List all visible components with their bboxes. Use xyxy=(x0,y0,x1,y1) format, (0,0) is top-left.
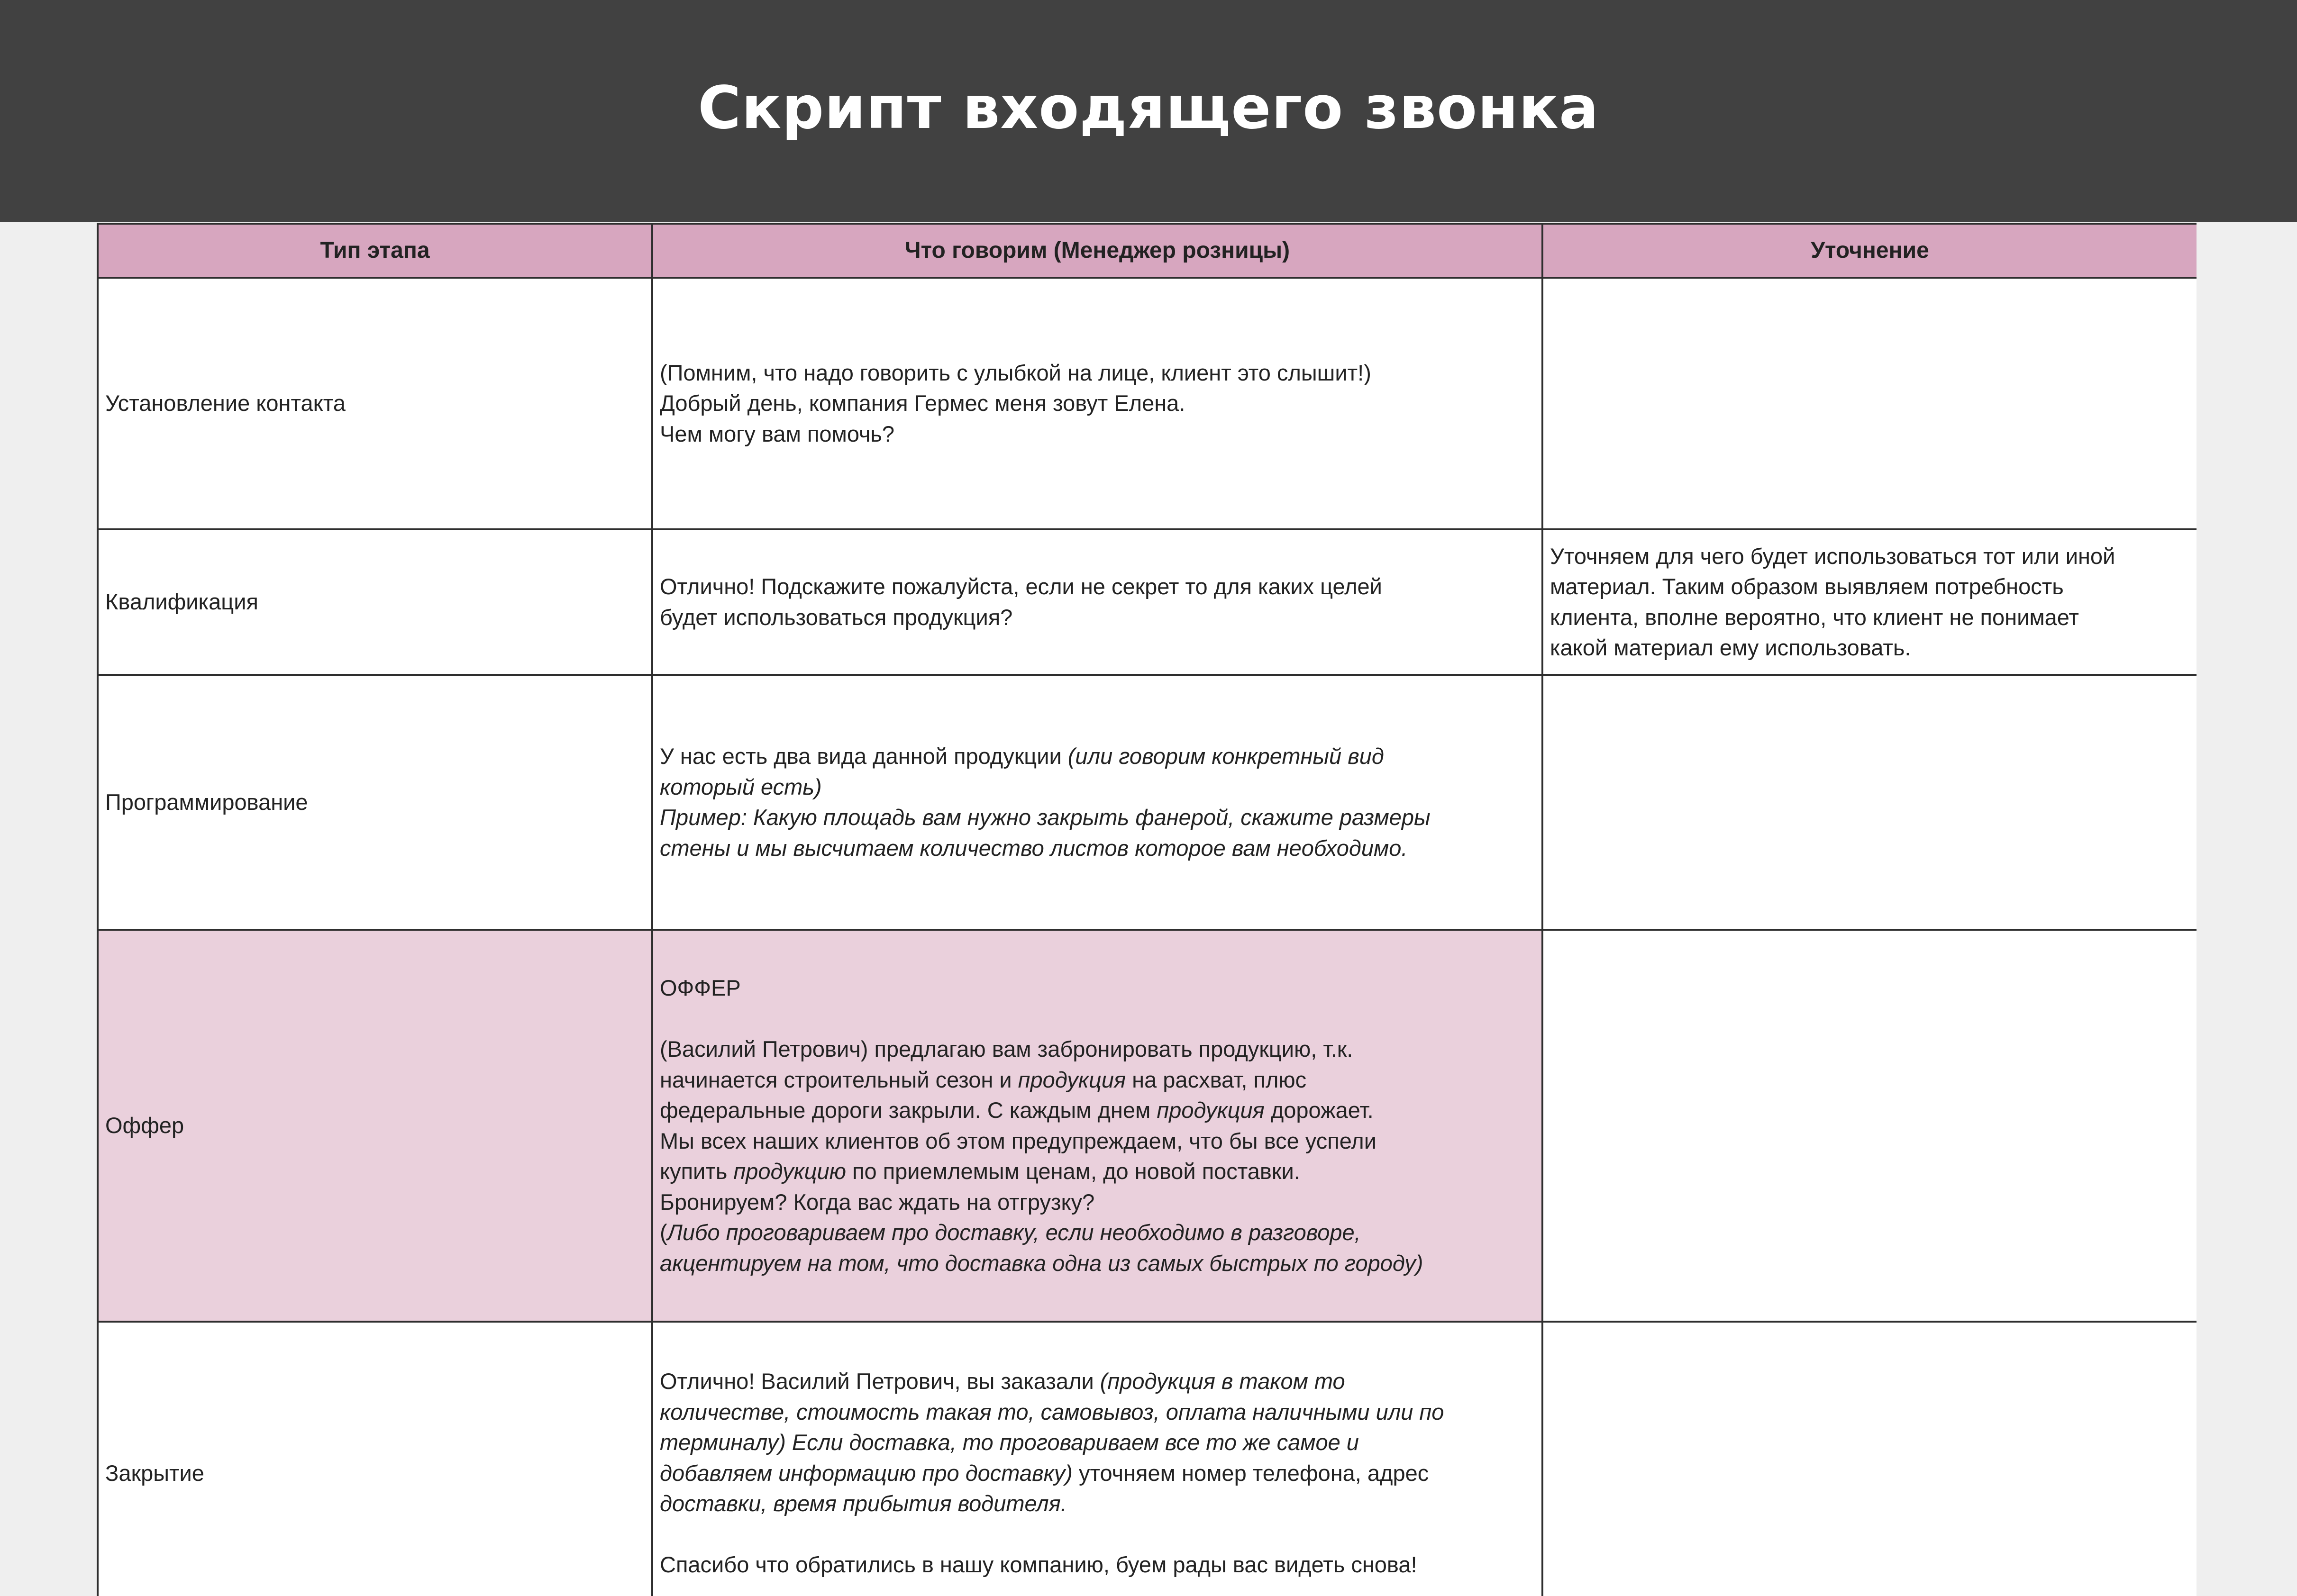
page-title: Скрипт входящего звонка xyxy=(698,74,1599,142)
script-line: акцентируем на том, что доставка одна из самых быстрых по городу) xyxy=(660,1250,1423,1276)
column-header-script: Что говорим (Менеджер розницы) xyxy=(652,224,1542,278)
script-line: Добрый день, компания Гермес меня зовут Елена. xyxy=(660,390,1185,416)
script-line: Мы всех наших клиентов об этом предупреждаем, что бы все успели xyxy=(660,1128,1376,1153)
note-line: клиента, вполне вероятно, что клиент не понимает xyxy=(1550,604,2079,630)
script-text-italic: добавляем информацию про доставку) xyxy=(660,1460,1073,1486)
script-line xyxy=(660,741,1535,772)
script-line: стены и мы высчитаем количество листов которое вам необходимо. xyxy=(660,835,1408,861)
title-bar xyxy=(0,0,2297,222)
script-line: количестве, стоимость такая то, самовывоз, оплата наличными или по xyxy=(660,1399,1444,1424)
script-line xyxy=(660,1095,1535,1126)
script-text-italic: (продукция в таком то xyxy=(1100,1369,1345,1394)
script-line: доставки, время прибытия водителя. xyxy=(660,1491,1067,1516)
table-row-closing xyxy=(98,1322,2197,1596)
script-line: (Василий Петрович) предлагаю вам забронировать продукцию, т.к. xyxy=(660,1036,1353,1061)
script-text-italic: продукция xyxy=(1018,1067,1126,1092)
stage-cell: Закрытие xyxy=(98,1322,652,1596)
script-text-italic: Либо проговариваем про доставку, если необходимо в разговоре, xyxy=(667,1220,1361,1245)
script-text: на расхват, плюс xyxy=(1126,1067,1307,1092)
note-cell xyxy=(1542,1322,2197,1596)
script-line: (Помним, что надо говорить с улыбкой на лице, клиент это слышит!) xyxy=(660,360,1371,385)
script-text: дорожает. xyxy=(1264,1097,1374,1123)
script-text: ( xyxy=(660,1220,667,1245)
script-text: уточняем номер телефона, адрес xyxy=(1072,1460,1429,1486)
script-text-italic: продукция xyxy=(1157,1097,1265,1123)
table-row-qualification xyxy=(98,529,2197,675)
script-line: Спасибо что обратились в нашу компанию, буем рады вас видеть снова! xyxy=(660,1552,1417,1578)
script-cell xyxy=(652,278,1542,529)
note-cell xyxy=(1542,930,2197,1322)
script-line xyxy=(660,1156,1535,1187)
script-cell xyxy=(652,529,1542,675)
script-text-italic: (или говорим конкретный вид xyxy=(1067,744,1384,769)
script-text: У нас есть два вида данной продукции xyxy=(660,744,1068,769)
script-sheet xyxy=(97,223,2197,1596)
script-cell xyxy=(652,930,1542,1322)
script-text: купить xyxy=(660,1159,734,1184)
script-cell xyxy=(652,1322,1542,1596)
column-header-stage: Тип этапа xyxy=(98,224,652,278)
script-text: начинается строительный сезон и xyxy=(660,1067,1018,1092)
script-line xyxy=(660,1217,1535,1248)
table-row-programming xyxy=(98,675,2197,930)
column-header-note: Уточнение xyxy=(1542,224,2197,278)
table-row-contact xyxy=(98,278,2197,529)
script-line: Чем могу вам помочь? xyxy=(660,421,895,446)
script-text: по приемлемым ценам, до новой поставки. xyxy=(846,1159,1300,1184)
note-line: материал. Таким образом выявляем потребность xyxy=(1550,574,2064,599)
script-line xyxy=(660,1458,1535,1489)
script-text: Отлично! Василий Петрович, вы заказали xyxy=(660,1369,1100,1394)
script-table xyxy=(97,223,2197,1596)
note-line: какой материал ему использовать. xyxy=(1550,635,1911,660)
blank-line xyxy=(660,1519,1535,1550)
stage-cell: Оффер xyxy=(98,930,652,1322)
note-line: Уточняем для чего будет использоваться тот или иной xyxy=(1550,543,2115,569)
note-cell xyxy=(1542,675,2197,930)
table-header-row xyxy=(98,224,2197,278)
stage-cell: Установление контакта xyxy=(98,278,652,529)
script-text-italic: продукцию xyxy=(733,1159,847,1184)
table-row-offer xyxy=(98,930,2197,1322)
script-line: который есть) xyxy=(660,774,822,799)
script-cell xyxy=(652,675,1542,930)
script-line: ОФФЕР xyxy=(660,975,741,1000)
script-line xyxy=(660,1065,1535,1096)
script-line: Пример: Какую площадь вам нужно закрыть фанерой, скажите размеры xyxy=(660,805,1431,830)
blank-line xyxy=(660,1004,1535,1034)
script-line: Бронируем? Когда вас ждать на отгрузку? xyxy=(660,1189,1095,1215)
note-cell xyxy=(1542,529,2197,675)
script-line: Отлично! Подскажите пожалуйста, если не секрет то для каких целей xyxy=(660,574,1382,599)
stage-cell: Квалификация xyxy=(98,529,652,675)
script-line xyxy=(660,1366,1535,1397)
note-cell xyxy=(1542,278,2197,529)
script-line: терминалу) Если доставка, то проговариваем все то же самое и xyxy=(660,1430,1359,1455)
script-text: федеральные дороги закрыли. С каждым днем xyxy=(660,1097,1157,1123)
stage-cell: Программирование xyxy=(98,675,652,930)
script-line: будет использоваться продукция? xyxy=(660,604,1013,630)
